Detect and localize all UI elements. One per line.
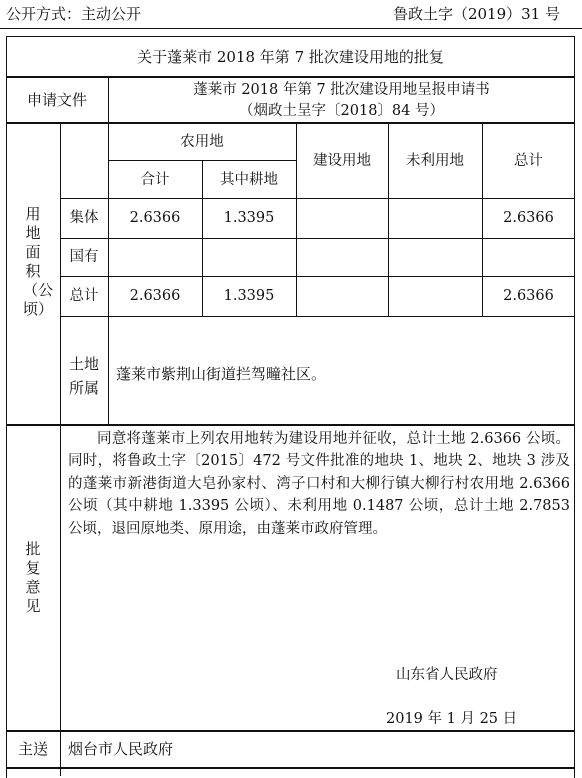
header-agri: 农用地 [180,134,224,150]
approval-label: 批复意见 [25,540,41,615]
rule-header-bottom [60,198,575,199]
application-number: （烟政土呈字〔2018〕84 号） [239,103,444,119]
disclosure-type: 公开方式：主动公开 [6,5,142,23]
cell-total-cultivated: 1.3395 [223,288,275,304]
rule-row2 [60,276,575,277]
header-cultivated: 其中耕地 [220,172,278,188]
rule-area-bottom [6,424,575,426]
approval-date: 2019 年 1 月 25 日 [386,711,518,727]
cell-total-total: 2.6366 [503,288,554,304]
row-label-collective: 集体 [69,210,99,226]
row-label-total: 总计 [69,288,99,304]
header-subtotal: 合计 [140,172,170,188]
document-number: 鲁政土字（2019）31 号 [392,5,560,23]
rule-approval-bottom [6,730,575,732]
row-label-state: 国有 [69,249,99,265]
header-unused: 未利用地 [406,153,464,169]
cell-total-subtotal: 2.6366 [129,288,181,304]
recipient-label: 主送 [17,740,48,758]
cell-collective-total: 2.6366 [503,210,554,226]
cell-collective-subtotal: 2.6366 [129,210,181,226]
header-total: 总计 [514,153,543,169]
rule-application [6,122,575,124]
rule-title [6,76,575,78]
application-label: 申请文件 [26,91,87,109]
header-divider [0,28,582,29]
approval-signature: 山东省人民政府 [396,667,498,683]
cell-collective-cultivated: 1.3395 [223,210,275,226]
document-title: 关于蓬莱市 2018 年第 7 批次建设用地的批复 [137,48,444,66]
rule-cc-bottom [6,767,575,769]
vrule-rowlabel [108,122,109,424]
ownership-value: 蓬莱市紫荆山街道拦驾疃社区。 [116,365,327,383]
recipient-value: 烟台市人民政府 [68,740,174,758]
header-construction: 建设用地 [313,153,371,169]
rule-row1 [60,238,575,239]
land-area-label: 用地面积（公顷） [23,205,54,318]
rule-row3 [60,316,575,317]
ownership-label: 土地所属 [68,355,99,397]
application-title: 蓬莱市 2018 年第 7 批次建设用地呈报申请书 [193,82,490,98]
approval-text: 同意将蓬莱市上列农用地转为建设用地并征收，总计土地 2.6366 公顷。同时，将鲁政土字〔2015〕472 号文件批准的地块 1、地块 2、地块 3 涉及的蓬莱市新港街道大皂孙家村、湾子口村和大柳行镇大柳行村农用地 2.6366 公顷（其中耕地 1.3395 公顷）、未利用地 0.1487 公顷，总计土地 2.7853 公顷，退回原地类、原用途，由蓬莱市政府管理。 [68,431,570,537]
